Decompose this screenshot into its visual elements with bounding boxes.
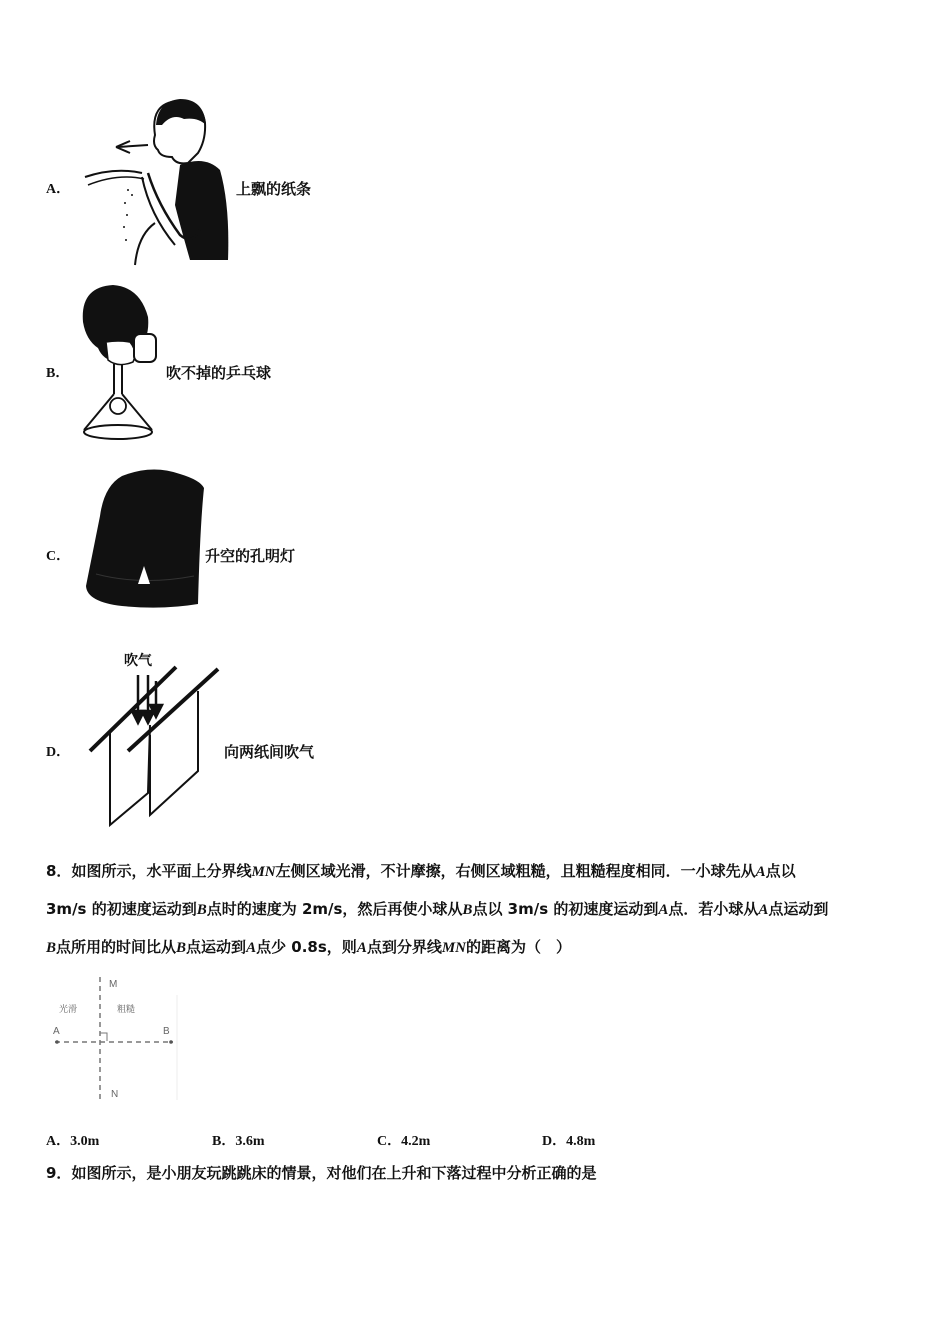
option-b-label: B． bbox=[46, 366, 70, 381]
blow-air-label: 吹气 bbox=[124, 653, 152, 669]
q8-text-seg: 左侧区域光滑，不计摩擦，右侧区域粗糙，且粗糙程度相同．一小球先从 bbox=[275, 862, 756, 880]
q8-text-seg: 3m/s 的初速度运动到 bbox=[46, 900, 197, 918]
q8-var-b: B bbox=[462, 902, 473, 918]
q8-text-seg: 点时的速度为 2m/s，然后再使小球从 bbox=[206, 900, 463, 918]
two-papers-figure bbox=[88, 665, 223, 830]
q8-var-mn: MN bbox=[251, 864, 276, 880]
q8-answer-a[interactable] bbox=[46, 1130, 99, 1150]
option-a-label: A． bbox=[46, 182, 71, 197]
q8-answer-c[interactable] bbox=[377, 1130, 430, 1150]
q8-answer-b[interactable] bbox=[212, 1130, 265, 1150]
label-b: B bbox=[163, 1026, 170, 1037]
option-a-caption: 上飘的纸条 bbox=[236, 180, 312, 198]
label-smooth: 光滑 bbox=[59, 1005, 78, 1015]
q8-var-a: A bbox=[758, 902, 769, 918]
q8-text-seg: 的距离为（ ） bbox=[466, 938, 572, 956]
q8-var-mn: MN bbox=[441, 940, 467, 956]
question-8-text bbox=[46, 853, 906, 967]
q8-text-seg: 点以 3m/s 的初速度运动到 bbox=[472, 900, 659, 918]
answer-letter: D． bbox=[542, 1134, 567, 1149]
sky-lantern-figure bbox=[82, 466, 207, 611]
question-9-text bbox=[46, 1155, 906, 1192]
option-c-label: C． bbox=[46, 549, 71, 564]
q8-var-a: A bbox=[356, 940, 367, 956]
q8-line-1 bbox=[46, 853, 906, 891]
q8-var-b: B bbox=[46, 940, 57, 956]
answer-value: 3.6m bbox=[235, 1134, 265, 1149]
answer-letter: C． bbox=[377, 1134, 402, 1149]
q8-var-a: A bbox=[246, 940, 257, 956]
q8-text-seg: 点．若小球从 bbox=[668, 900, 759, 918]
option-d-caption: 向两纸间吹气 bbox=[224, 743, 315, 761]
q8-var-a: A bbox=[755, 864, 766, 880]
label-n: N bbox=[111, 1089, 119, 1100]
option-b-caption: 吹不掉的乒乓球 bbox=[166, 364, 272, 382]
q9-stem: 如图所示，是小朋友玩跳跳床的情景，对他们在上升和下落过程中分析正确的是 bbox=[71, 1164, 597, 1182]
label-a: A bbox=[53, 1026, 60, 1037]
q8-line-3 bbox=[46, 929, 906, 967]
answer-letter: A． bbox=[46, 1134, 71, 1149]
mn-boundary-figure bbox=[45, 975, 185, 1105]
label-rough: 粗糙 bbox=[117, 1005, 136, 1015]
q8-number: 8． bbox=[46, 862, 72, 880]
q9-number: 9． bbox=[46, 1164, 72, 1182]
q8-line-2 bbox=[46, 891, 906, 929]
q8-text-seg: 点运动到 bbox=[768, 900, 829, 918]
q8-var-b: B bbox=[196, 902, 207, 918]
q8-text-seg: 点以 bbox=[765, 862, 796, 880]
q8-var-b: B bbox=[176, 940, 187, 956]
option-c-caption: 升空的孔明灯 bbox=[205, 547, 296, 565]
q8-text-seg: 点到分界线 bbox=[366, 938, 442, 956]
option-d-label: D． bbox=[46, 745, 71, 760]
q8-text-seg: 点运动到 bbox=[186, 938, 247, 956]
q8-answer-d[interactable] bbox=[542, 1130, 595, 1150]
q8-var-a: A bbox=[658, 902, 669, 918]
answer-letter: B． bbox=[212, 1134, 236, 1149]
answer-value: 4.8m bbox=[566, 1134, 596, 1149]
label-m: M bbox=[109, 979, 118, 990]
answer-value: 3.0m bbox=[70, 1134, 100, 1149]
q8-text-seg: 点少 0.8s，则 bbox=[256, 938, 357, 956]
boy-blowing-paper-figure bbox=[80, 95, 240, 265]
q8-text-seg: 点所用的时间比从 bbox=[56, 938, 177, 956]
answer-value: 4.2m bbox=[401, 1134, 431, 1149]
q8-text-seg: 如图所示，水平面上分界线 bbox=[71, 862, 252, 880]
ping-pong-funnel-figure bbox=[78, 282, 168, 442]
